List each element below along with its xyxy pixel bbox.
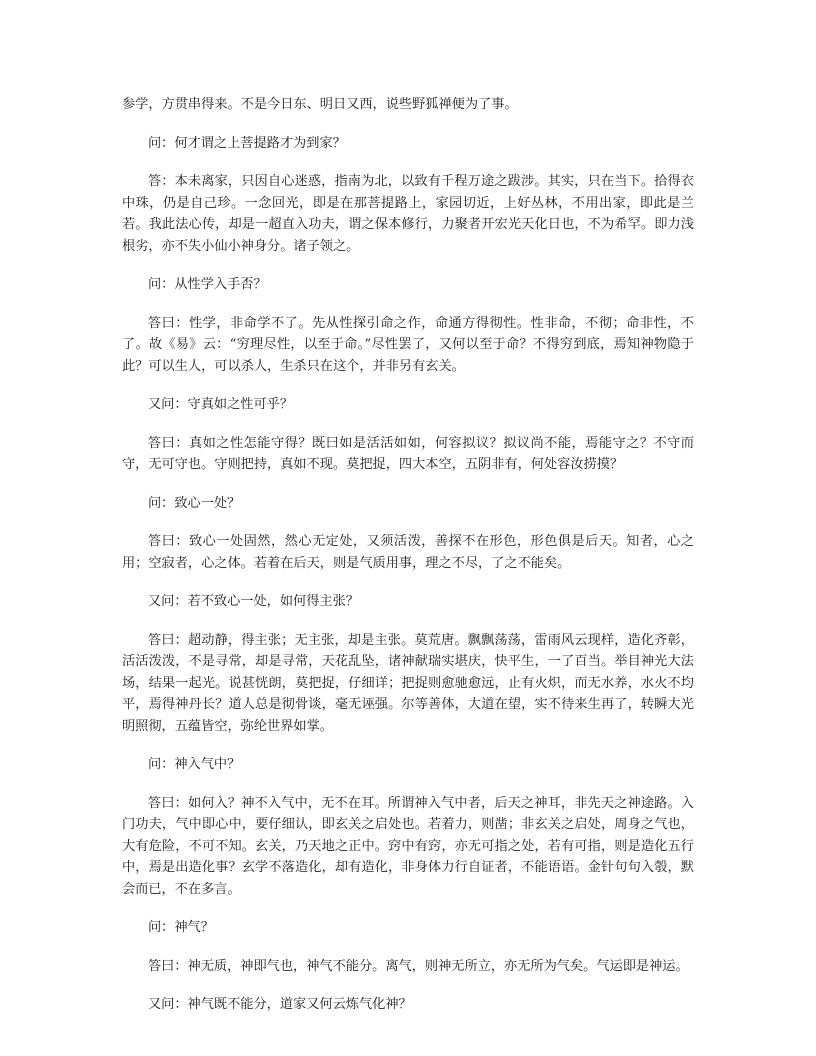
- question-paragraph: 问：何才谓之上菩提路才为到家？: [148, 135, 346, 151]
- paragraph-continuation: 参学，方贯串得来。不是今日东、明日又西，说些野狐禅便为了事。: [122, 97, 518, 112]
- answer-paragraph: 答曰：神无质，神即气也，神气不能分。离气，则神无所立，亦无所为气矣。气运即是神运。: [148, 958, 689, 974]
- question-paragraph: 问：神入气中？: [148, 757, 241, 772]
- question-paragraph: 问：从性学入手否？: [148, 277, 267, 292]
- question-paragraph: 问：致心一处？: [148, 495, 241, 511]
- document-page: [122, 94, 694, 1033]
- question-paragraph: 问：神气？: [148, 920, 214, 935]
- answer-paragraph: 答：本未离家，只因自心迷惑，指南为北，以致有千程万途之跋涉。其实，只在当下。拾得衣中珠，仍是自己珍。一念回光，即是在那菩提路上，家园切近，上好丛林，不用出家，即此是兰若。我此法心传，却是一超直入功夫，谓之保本修行，力聚者开宏光天化日也，不为希罕。即力浅根劣，亦不失小仙小神身分。诸子领之。: [122, 174, 694, 254]
- answer-paragraph: 答曰：超动静，得主张；无主张，却是主张。莫荒唐。飘飘荡荡，雷雨风云现样，造化齐彰，活活泼泼，不是寻常，却是寻常，天花乱坠，诸神献瑞实堪庆，快平生，一了百当。举目神光大法场，结果一起光。说甚恍朗，莫把捉，仔细详；把捉则愈驰愈远，止有火炽，而无水养，水火不均平，焉得神丹长？道人总是彻骨谈，毫无诬强。尔等善体，大道在望，实不待来生再了，转瞬大光明照彻，五蕴皆空，弥纶世界如掌。: [122, 632, 694, 734]
- answer-paragraph: 答曰：致心一处固然，然心无定处，又须活泼，善探不在形色，形色俱是后天。知者，心之用；空寂者，心之体。若着在后天，则是气质用事，理之不尽，了之不能矣。: [122, 534, 694, 571]
- question-paragraph: 又问：若不致心一处，如何得主张？: [148, 594, 359, 609]
- answer-paragraph: 答曰：性学，非命学不了。先从性探引命之作，命通方得彻性。性非命，不彻；命非性，不了。故《易》云：“穷理尽性，以至于命。”尽性罢了，又何以至于命？不得穷到底，焉知神物隐于此？可以生人，可以杀人，生杀只在这个，并非另有玄关。: [122, 315, 694, 374]
- question-paragraph: 又问：神气既不能分，道家又何云炼气化神？: [148, 997, 412, 1012]
- question-paragraph: 又问：守真如之性可乎？: [148, 397, 294, 412]
- answer-paragraph: 答曰：如何入？神不入气中，无不在耳。所谓神入气中者，后天之神耳，非先天之神途路。入门功夫，气中即心中，要仔细认，即玄关之启处也。若着力，则凿；非玄关之启处，周身之气也，大有危险，不可不知。玄关，乃天地之正中。窍中有窍，亦无可指之处，若有可指，则是造化五行中，焉是出造化事？玄学不落造化，却有造化，非身体力行自证者，不能语语。金针句句入彀，默会而已，不在多言。: [122, 795, 694, 897]
- answer-paragraph: 答曰：真如之性怎能守得？既曰如是活活如如，何容拟议？拟议尚不能，焉能守之？不守而守，无可守也。守则把持，真如不现。莫把捉，四大本空，五阴非有，何处容汝捞摸？: [122, 435, 694, 472]
